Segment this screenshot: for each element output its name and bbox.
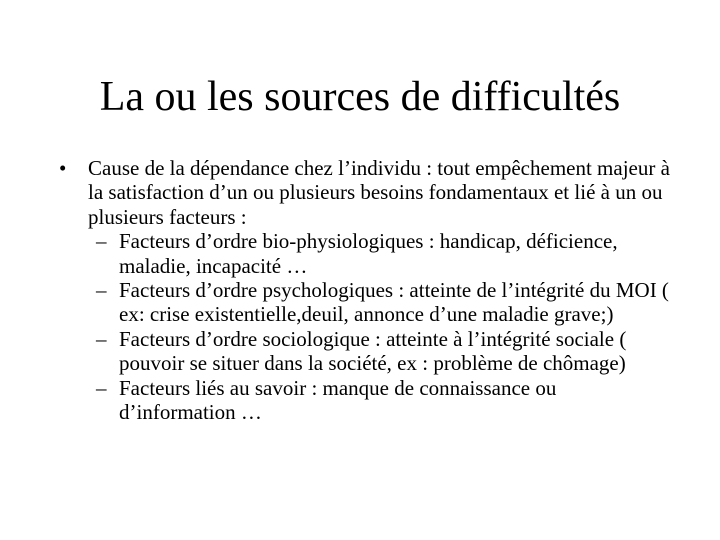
main-bullet-text: Cause de la dépendance chez l’individu : tout empêchement majeur à la satisfaction d’un ou plusieurs besoins fondamentaux et lié à un ou plusieurs facteurs : <box>88 156 670 229</box>
main-bullet <box>56 156 676 229</box>
sub-bullet-item <box>56 229 676 278</box>
slide-body <box>56 156 676 424</box>
sub-bullet-text: Facteurs d’ordre bio-physiologiques : handicap, déficience, maladie, incapacité … <box>119 229 618 278</box>
slide-title: La ou les sources de difficultés <box>99 74 621 120</box>
sub-bullet-list <box>56 229 676 424</box>
bullet-marker: • <box>59 156 67 180</box>
dash-marker: – <box>96 375 107 400</box>
sub-bullet-item <box>56 327 676 376</box>
sub-bullet-text: Facteurs liés au savoir : manque de connaissance ou d’information … <box>119 375 557 425</box>
sub-bullet-item <box>56 278 676 327</box>
dash-marker: – <box>96 278 107 303</box>
sub-bullet-text: Facteurs d’ordre sociologique : atteinte à l’intégrité sociale ( pouvoir se situer dans la société, ex : problème de chômage) <box>119 326 627 376</box>
dash-marker: – <box>96 326 107 351</box>
sub-bullet-text: Facteurs d’ordre psychologiques : atteinte de l’intégrité du MOI ( ex: crise existentielle,deuil, annonce d’une maladie grave;) <box>119 278 669 327</box>
sub-bullet-item <box>56 376 676 425</box>
dash-marker: – <box>96 229 107 254</box>
